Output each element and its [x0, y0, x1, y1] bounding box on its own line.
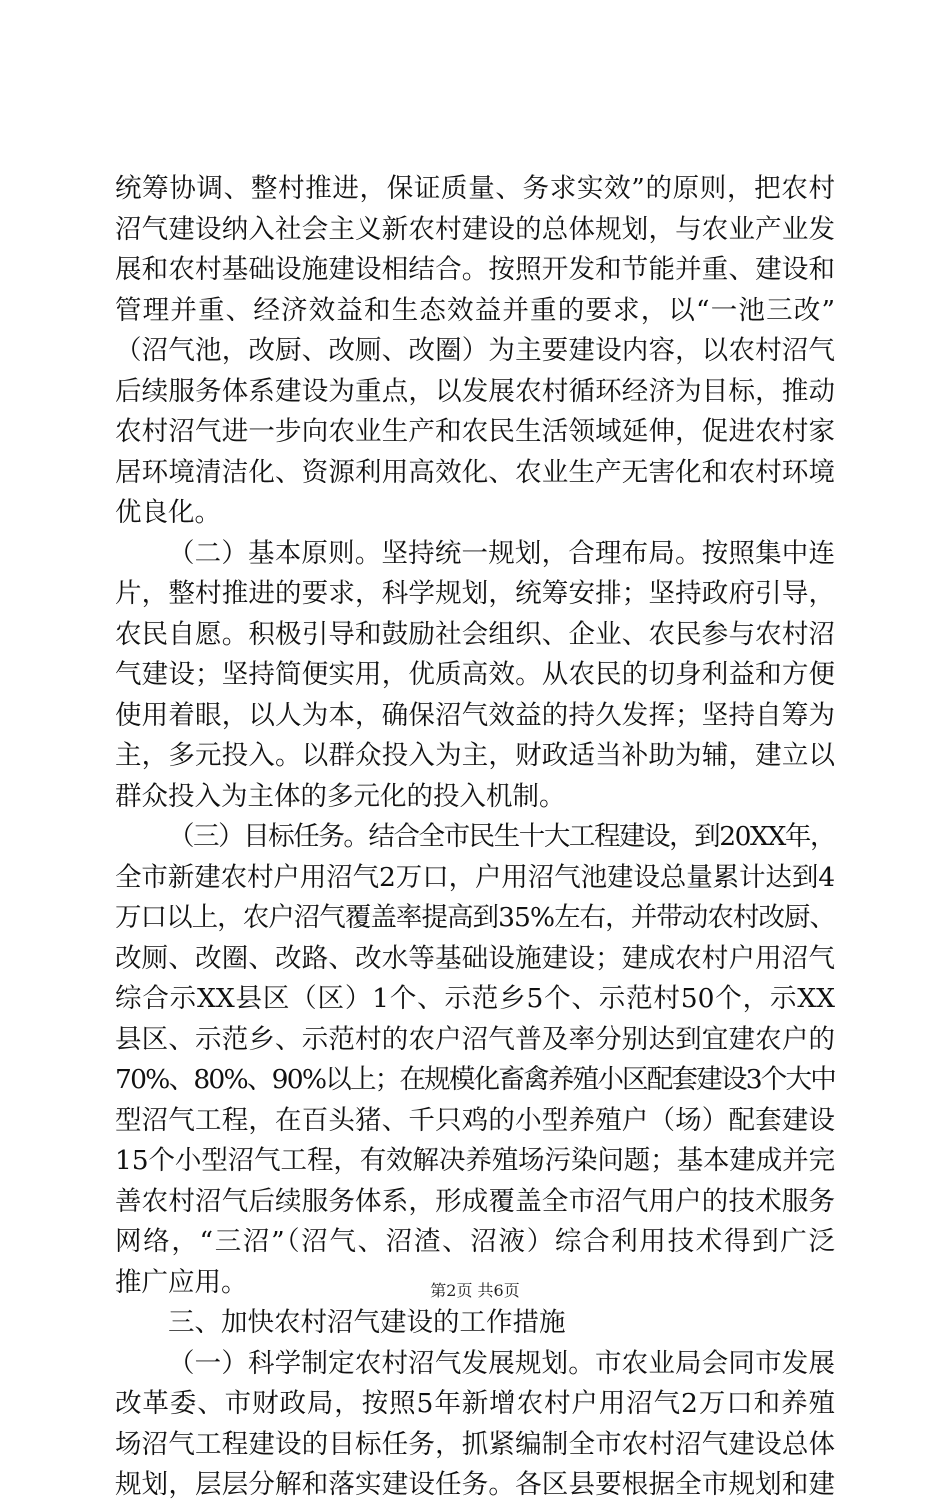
text-line: 沼气建设纳入社会主义新农村建设的总体规划，与农业产业发: [115, 213, 835, 245]
text-line: 展和农村基础设施建设相结合。按照开发和节能并重、建设和: [115, 254, 835, 285]
text-line: 居环境清洁化、资源利用高效化、农业生产无害化和农村环境: [115, 456, 835, 488]
text-line: 片，整村推进的要求，科学规划，统筹安排；坚持政府引导，: [115, 578, 835, 609]
text-line: 型沼气工程，在百头猪、千只鸡的小型养殖户（场）配套建设: [115, 1104, 835, 1136]
text-line: 万口以上，农户沼气覆盖率提高到35%左右，并带动农村改厨、: [115, 902, 835, 933]
text-line: 推广应用。: [115, 1266, 248, 1298]
text-line: 70%、80%、90%以上；在规模化畜禽养殖小区配套建设3个大中: [115, 1064, 835, 1095]
text-line: 综合示XX县区（区）1个、示范乡5个、示范村50个，示XX: [115, 983, 835, 1014]
page-footer: 第2页 共6页: [430, 1281, 520, 1300]
text-line: 使用着眼，以人为本，确保沼气效益的持久发挥；坚持自筹为: [115, 699, 835, 731]
text-line: 县区、示范乡、示范村的农户沼气普及率分别达到宜建农户的: [115, 1023, 835, 1055]
text-line: （三）目标任务。结合全市民生十大工程建设，到20XX年，: [168, 821, 835, 852]
text-line: 统筹协调、整村推进，保证质量、务求实效”的原则，把农村: [115, 173, 835, 204]
text-line: 后续服务体系建设为重点，以发展农村循环经济为目标，推动: [115, 375, 835, 407]
text-line: 主，多元投入。以群众投入为主，财政适当补助为辅，建立以: [115, 740, 835, 771]
text-line: 改厕、改圈、改路、改水等基础设施建设；建成农村户用沼气: [115, 942, 835, 974]
text-line: 改革委、市财政局，按照5年新增农村户用沼气2万口和养殖: [115, 1388, 835, 1419]
text-line: 全市新建农村户用沼气2万口，户用沼气池建设总量累计达到4: [115, 861, 835, 893]
text-line: 群众投入为主体的多元化的投入机制。: [115, 780, 566, 812]
text-line: 场沼气工程建设的目标任务，抓紧编制全市农村沼气建设总体: [115, 1428, 835, 1460]
text-line: （一）科学制定农村沼气发展规划。市农业局会同市发展: [168, 1347, 835, 1379]
text-line: 网络，“三沼”（沼气、沼渣、沼液）综合利用技术得到广泛: [115, 1226, 835, 1257]
text-line: 三、加快农村沼气建设的工作措施: [168, 1307, 566, 1338]
text-line: 气建设；坚持简便实用，优质高效。从农民的切身利益和方便: [115, 659, 835, 690]
text-line: 善农村沼气后续服务体系，形成覆盖全市沼气用户的技术服务: [115, 1185, 835, 1217]
text-line: （沼气池，改厨、改厕、改圈）为主要建设内容，以农村沼气: [115, 335, 835, 366]
text-line: 规划，层层分解和落实建设任务。各区县要根据全市规划和建: [115, 1469, 835, 1500]
text-line: （二）基本原则。坚持统一规划，合理布局。按照集中连: [168, 537, 835, 569]
text-line: 优良化。: [115, 497, 221, 528]
text-line: 农民自愿。积极引导和鼓励社会组织、企业、农民参与农村沼: [115, 618, 835, 650]
text-line: 农村沼气进一步向农业生产和农民生活领域延伸，促进农村家: [115, 416, 835, 447]
text-line: 15个小型沼气工程，有效解决养殖场污染问题；基本建成并完: [115, 1145, 835, 1176]
text-line: 管理并重、经济效益和生态效益并重的要求，以“一池三改”: [115, 294, 835, 326]
